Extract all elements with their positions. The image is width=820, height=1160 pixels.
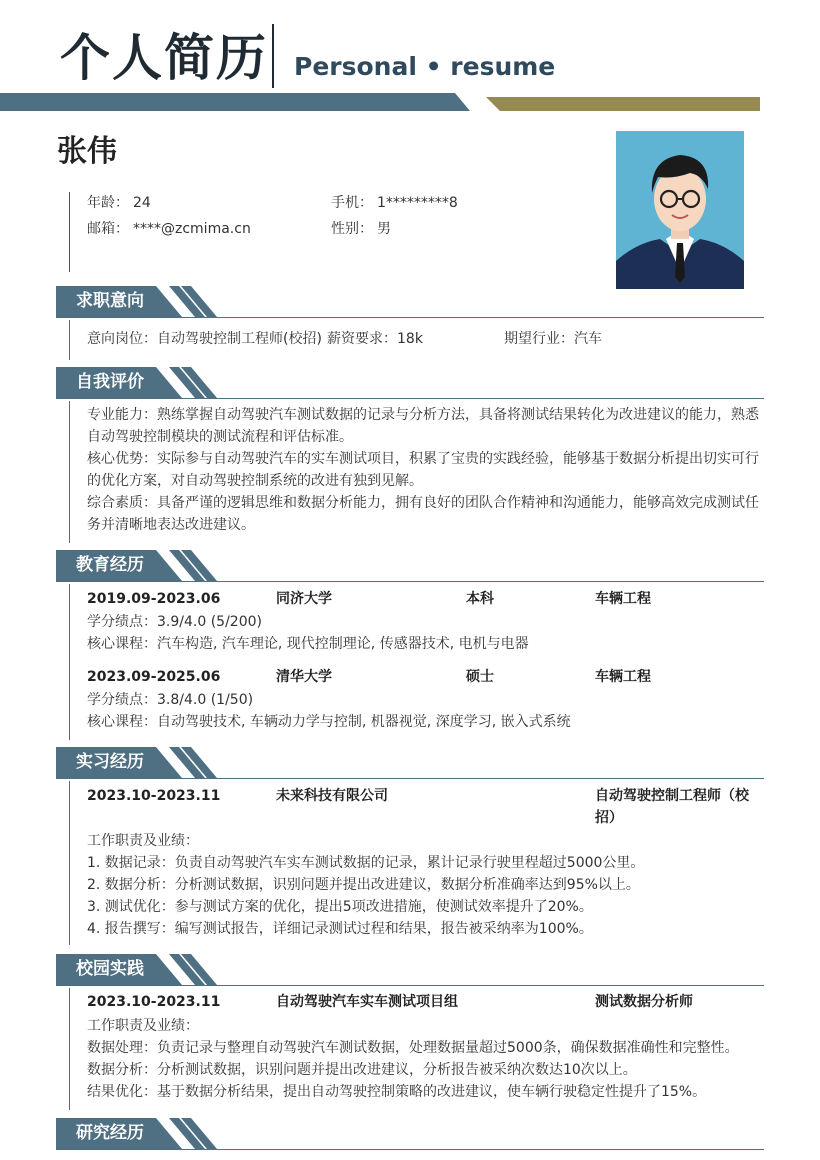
section-title: 求职意向	[76, 291, 144, 311]
gender-label: 性别：	[331, 221, 373, 237]
section-title: 实习经历	[76, 752, 144, 772]
section-title: 研究经历	[76, 1123, 144, 1143]
header-band-gold	[486, 97, 760, 111]
self-eval-line: 综合素质：具备严谨的逻辑思维和数据分析能力，拥有良好的团队合作精神和沟通能力，能够高效完成测试任	[87, 495, 759, 511]
campus-date: 2023.10-2023.11	[87, 994, 221, 1010]
duty-item: 4. 报告撰写：编写测试报告，详细记录测试过程和结果，报告被采纳率为100%。	[87, 921, 593, 937]
duty-title: 工作职责及业绩：	[87, 1018, 199, 1034]
intern-role	[595, 785, 765, 829]
intent-position: 意向岗位：自动驾驶控制工程师(校招)	[87, 331, 322, 347]
candidate-name: 张伟	[57, 134, 117, 169]
phone-label: 手机：	[331, 195, 373, 211]
duty-item: 3. 测试优化：参与测试方案的优化，提出5项改进措施，使测试效率提升了20%。	[87, 899, 593, 915]
header-band-blue	[0, 93, 470, 111]
title-divider	[272, 24, 274, 88]
duty-item: 结果优化：基于数据分析结果，提出自动驾驶控制策略的改进建议，使车辆行驶稳定性提升了15%。	[87, 1084, 707, 1100]
duty-item: 数据分析：分析测试数据，识别问题并提出改进建议，分析报告被采纳次数达10次以上。	[87, 1062, 637, 1078]
section-title: 校园实践	[76, 959, 144, 979]
campus-duties	[87, 1015, 739, 1103]
section-header-intent	[56, 286, 764, 318]
campus-role: 测试数据分析师	[595, 994, 693, 1010]
self-eval-block	[87, 404, 767, 536]
section-header-campus	[56, 954, 764, 986]
section-header-self	[56, 367, 764, 399]
edu-major: 车辆工程	[595, 669, 651, 685]
email-label: 邮箱：	[87, 221, 129, 237]
intent-salary: 薪资要求：18k	[327, 331, 423, 347]
intern-date: 2023.10-2023.11	[87, 788, 221, 804]
resume-title-cn: 个人简历	[60, 29, 268, 87]
email-value: ****@zcmima.cn	[133, 221, 251, 237]
duty-item: 1. 数据记录：负责自动驾驶汽车实车测试数据的记录，累计记录行驶里程超过5000公里。	[87, 855, 645, 871]
self-eval-line: 核心优势：实际参与自动驾驶汽车的实车测试项目，积累了宝贵的实践经验，能够基于数据分析提出切实可行	[87, 451, 759, 467]
age-value: 24	[133, 195, 151, 211]
section-line	[69, 584, 70, 740]
intern-role-line: 自动驾驶控制工程师（校	[595, 788, 749, 804]
edu-gpa: 学分绩点：3.9/4.0 (5/200)	[87, 614, 262, 630]
section-title: 教育经历	[76, 555, 144, 575]
gender-value: 男	[377, 221, 391, 237]
section-title: 自我评价	[76, 372, 144, 392]
edu-school: 同济大学	[276, 591, 332, 607]
edu-date: 2023.09-2025.06	[87, 669, 221, 685]
info-divider	[69, 192, 70, 272]
self-eval-line: 的优化方案，对自动驾驶控制系统的改进有独到见解。	[87, 473, 423, 489]
intern-company: 未来科技有限公司	[276, 788, 388, 804]
edu-date: 2019.09-2023.06	[87, 591, 221, 607]
duty-item: 数据处理：负责记录与整理自动驾驶汽车测试数据，处理数据量超过5000条，确保数据准确性和完整性。	[87, 1040, 739, 1056]
section-header-internship	[56, 747, 764, 779]
age-label: 年龄：	[87, 195, 129, 211]
section-header-research	[56, 1118, 764, 1150]
profile-photo	[616, 131, 744, 289]
edu-major: 车辆工程	[595, 591, 651, 607]
section-line	[69, 988, 70, 1110]
edu-gpa: 学分绩点：3.8/4.0 (1/50)	[87, 692, 254, 708]
duty-title: 工作职责及业绩：	[87, 833, 199, 849]
edu-school: 清华大学	[276, 669, 332, 685]
self-eval-line: 务并清晰地表达改进建议。	[87, 517, 255, 533]
section-header-education	[56, 550, 764, 582]
self-eval-line: 专业能力：熟练掌握自动驾驶汽车测试数据的记录与分析方法，具备将测试结果转化为改进建议的能力，熟悉	[87, 407, 759, 423]
phone-value: 1*********8	[377, 195, 458, 211]
edu-degree: 硕士	[466, 669, 494, 685]
edu-degree: 本科	[466, 591, 494, 607]
campus-org: 自动驾驶汽车实车测试项目组	[276, 994, 458, 1010]
resume-title-en: Personal • resume	[294, 52, 556, 81]
edu-courses: 核心课程：汽车构造, 汽车理论, 现代控制理论, 传感器技术, 电机与电器	[87, 636, 529, 652]
section-line	[69, 320, 70, 360]
section-line	[69, 781, 70, 945]
intern-role-line: 招）	[595, 810, 623, 826]
portrait-illustration	[616, 131, 744, 289]
edu-courses: 核心课程：自动驾驶技术, 车辆动力学与控制, 机器视觉, 深度学习, 嵌入式系统	[87, 714, 571, 730]
self-eval-line: 自动驾驶控制模块的测试流程和评估标准。	[87, 429, 353, 445]
intern-duties	[87, 830, 644, 940]
duty-item: 2. 数据分析：分析测试数据，识别问题并提出改进建议，数据分析准确率达到95%以上。	[87, 877, 640, 893]
intent-industry: 期望行业：汽车	[504, 331, 602, 347]
section-line	[69, 401, 70, 543]
